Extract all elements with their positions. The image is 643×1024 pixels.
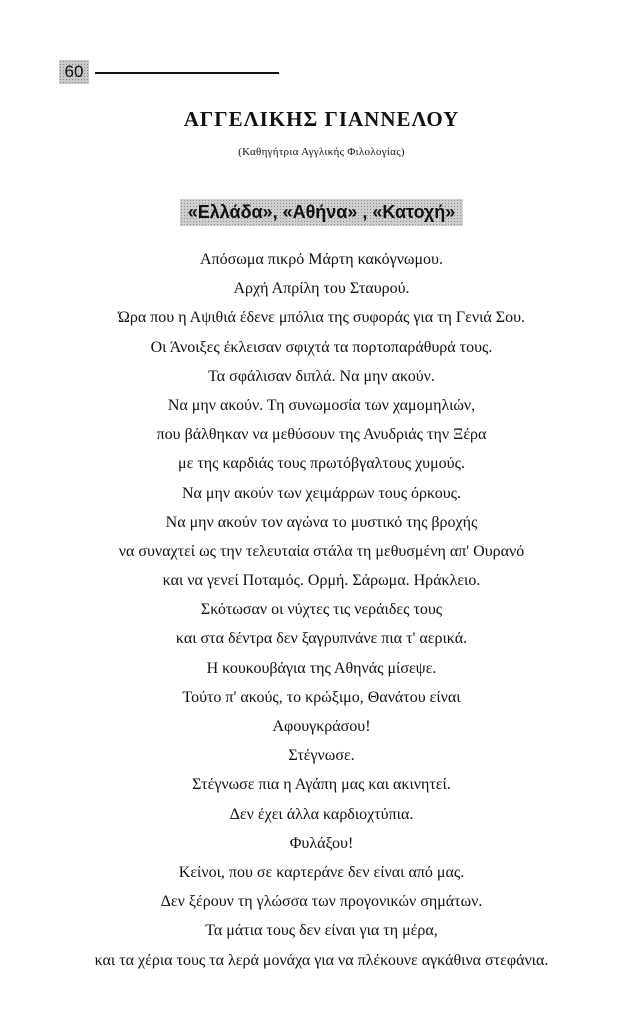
poem-line: Αφουγκράσου!: [272, 718, 371, 735]
poem-line: Η κουκουβάγια της Αθηνάς μίσεψε.: [206, 659, 437, 677]
poem-line: Τα σφάλισαν διπλά. Να μην ακούν.: [208, 367, 435, 385]
poem-line: Στέγνωσε.: [288, 747, 355, 765]
author-subtitle: (Καθηγήτρια Αγγλικής Φιλολογίας): [238, 146, 405, 158]
poem-line: και τα χέρια τους τα λερά μονάχα για να πλέκουνε αγκάθινα στεφάνια.: [94, 951, 549, 969]
poem-line: Απόσωμα πικρό Μάρτη κακόγνωμου.: [200, 251, 443, 268]
poem-line: Ώρα που η Αψιθιά έδενε μπόλια της συφοράς για τη Γενιά Σου.: [117, 309, 526, 327]
header-rule: [95, 72, 279, 74]
poem-line: Κείνοι, που σε καρτεράνε δεν είναι από μας.: [178, 863, 465, 881]
poem-line: Σκότωσαν οι νύχτες τις νεράιδες τους: [200, 601, 443, 619]
poem-line: Να μην ακούν των χειμάρρων τους όρκους.: [181, 484, 462, 502]
poem-line: να συναχτεί ως την τελευταία στάλα τη μεθυσμένη απ' Ουρανό: [118, 542, 525, 560]
poem-line: και στα δέντρα δεν ξαγρυπνάνε πια τ' αερικά.: [175, 630, 468, 648]
poem-body: [0, 245, 643, 975]
poem-line: Να μην ακούν. Τη συνωμοσία των χαμομηλιών,: [167, 396, 476, 414]
poem-line: Να μην ακούν τον αγώνα το μυστικό της βροχής: [165, 513, 478, 531]
poem-line: και να γενεί Ποταμός. Ορμή. Σάρωμα. Ηράκλειο.: [162, 572, 481, 590]
page-number: 60: [59, 60, 89, 84]
poem-title-wrapper: [0, 199, 643, 226]
poem-line: που βάλθηκαν να μεθύσουν της Ανυδριάς την Ξέρα: [156, 426, 487, 444]
poem-line: Οι Άνοιξες έκλεισαν σφιχτά τα πορτοπαράθυρά τους.: [150, 338, 493, 356]
poem-title: «Ελλάδα», «Αθήνα» , «Κατοχή»: [180, 199, 464, 226]
poem-line: Φυλάξου!: [289, 834, 354, 852]
poem-line: Δεν ξέρουν τη γλώσσα των προγονικών σημάτων.: [160, 893, 483, 911]
poem-line: Αρχή Απρίλη του Σταυρού.: [233, 280, 410, 298]
poem-line: Τούτο π' ακούς, το κρώξιμο, Θανάτου είναι: [182, 688, 461, 706]
poem-line: Δεν έχει άλλα καρδιοχτύπια.: [229, 805, 414, 823]
author-name: ΑΓΓΕΛΙΚΗΣ ΓΙΑΝΝΕΛΟΥ: [183, 107, 460, 131]
poem-line: με της καρδιάς τους πρωτόβγαλτους χυμούς.: [178, 455, 465, 473]
poem-line: Στέγνωσε πια η Αγάπη μας και ακινητεί.: [192, 776, 451, 794]
poem-line: Τα μάτια τους δεν είναι για τη μέρα,: [205, 922, 438, 940]
